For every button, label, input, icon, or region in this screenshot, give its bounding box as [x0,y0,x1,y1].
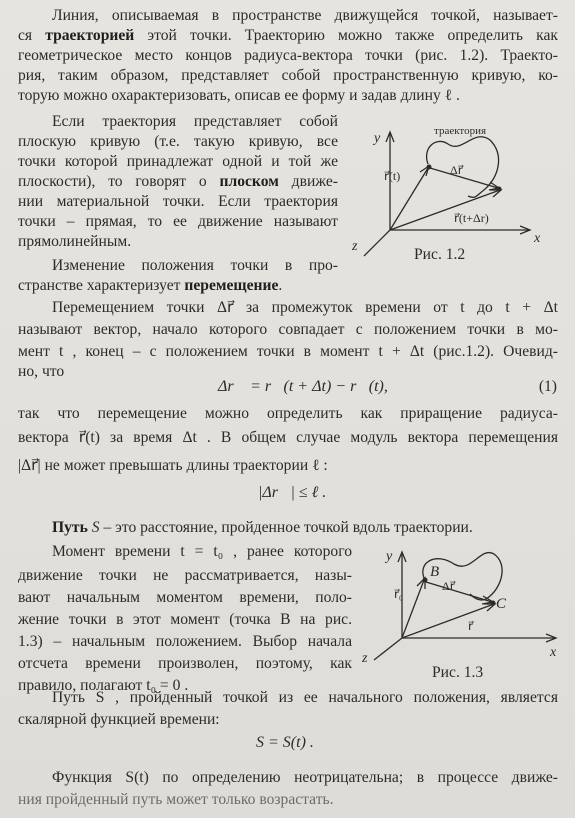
inequality-displacement: |Δr⃗| ≤ ℓ . [258,484,327,501]
caption-fig-1-3: Рис. 1.3 [432,664,484,681]
p4-line1: Перемещением точки Δr⃗ за промежуток времени от t до t + Δt [52,299,558,316]
point-b [423,578,428,583]
equation-path-function: S = S(t) . [256,734,314,751]
term-displacement: перемещение [184,277,279,294]
label-x: x [534,231,541,246]
p1-line2: ся траекторией этой точки. Траекторию можно также определить как [18,27,559,44]
p2-line1: Если траектория представляет собой [52,113,338,130]
p8-line2: скалярной функцией времени: [18,711,220,728]
p9-line1: Функция S(t) по определению неотрицательна; в процессе движе- [52,769,558,786]
p3-line2: странстве характеризует перемещение. [18,277,283,294]
p2-line4: плоскости), то говорят о плоском движе- [18,173,338,190]
vector-r [402,604,494,638]
p1-line5: торую можно охарактеризовать, описав ее форму и задав длину ℓ . [18,87,460,104]
label-trajectory: траектория [434,125,487,137]
p7-line3: вают начальным моментом времени, поло- [18,589,352,606]
caption-fig-1-2: Рис. 1.2 [414,246,466,263]
label-z: z [362,651,368,666]
label-point-b: B [430,564,440,580]
p1-line3: геометрическое место концов радиуса-вектора точки (рис. 1.2). Траекто- [18,47,558,64]
vector-dr [430,168,498,188]
p2-line2: плоскую кривую (т.е. такую кривую, все [18,133,338,150]
point-t-dt [497,187,502,192]
point-c [491,601,496,606]
point-t [427,165,432,170]
p5-line1: так что перемещение можно определить как приращение радиуса- [18,405,558,422]
label-x: x [550,645,557,660]
p2-line7: прямолинейным. [18,233,132,250]
p2-line3: точки которой принадлежат одной и той же [18,153,338,170]
p9-line2: ния пройденный путь может только возрастать. [18,791,334,808]
z-axis [364,230,390,256]
label-point-c: C [496,596,507,612]
p7-line7: правило, полагают t₀ = 0 . [18,677,189,694]
term-planar: плоском [219,173,279,190]
equation-1-number: (1) [538,378,557,395]
equation-1: Δr⃗ = r⃗(t + Δt) − r⃗(t), [218,378,388,395]
label-y: y [374,131,381,146]
p3-line1: Изменение положения точки в про- [52,257,338,274]
label-r: r⃗ [468,619,473,633]
label-delta-r: Δr⃗ [442,579,455,593]
p8-line1: Путь S , пройденный точкой из ее начального положения, является [52,689,558,706]
p7-line6: отсчета времени произволен, поэтому, как [18,655,352,672]
vector-dr [426,582,492,602]
z-axis [374,638,402,660]
p7-line4: жение точки в этот момент (точка B на рис. [18,611,352,628]
p4-line2: называют вектор, начало которого совпадает с положением точки в мо- [18,321,558,338]
label-y: y [386,549,393,564]
term-trajectory: траекторией [45,27,135,44]
p4-line3: мент t , конец – с положением точки в момент t + Δt (рис.1.2). Очевид- [18,343,558,360]
p1-line4: рия, таким образом, представляет собой пространственную кривую, ко- [18,67,558,84]
term-path: Путь [52,519,88,536]
label-delta-r: Δr⃗ [450,163,463,177]
label-r-t: r⃗(t) [384,169,401,183]
label-r0: r⃗₀ [394,587,404,601]
p2-line5: нии материальной точки. Если траектория [18,193,338,210]
figure-1-3 [362,546,562,666]
p7-line1: Момент времени t = t₀ , ранее которого [52,543,352,560]
label-z: z [352,239,358,254]
p1-line1: Линия, описываемая в пространстве движущейся точкой, называет- [52,7,558,24]
vector-r0 [402,580,424,638]
p7-line2: движение точки не рассматривается, назы- [18,567,352,584]
label-r-t-dt: r⃗(t+Δr) [454,211,489,225]
p5-line2: вектора r⃗(t) за время Δt . В общем случае модуль вектора перемещения [18,429,558,446]
p7-line5: 1.3) – начальным положением. Выбор начала [18,633,352,650]
p4-line4: но, что [18,363,65,380]
p6-line1: Путь S – это расстояние, пройденное точкой вдоль траектории. [52,519,473,536]
p5-line3: |Δr⃗| не может превышать длины траектории ℓ : [18,457,328,474]
p2-line6: точки – прямая, то ее движение называют [18,213,338,230]
